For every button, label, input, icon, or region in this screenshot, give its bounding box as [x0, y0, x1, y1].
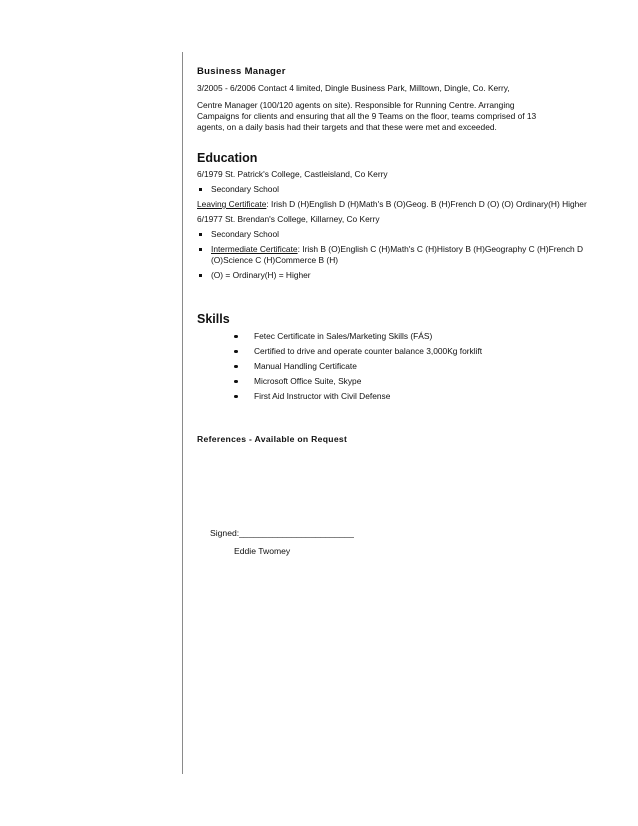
business-line: Campaigns for clients and ensuring that all the 9 Teams on the floor, teams comprised of 13 — [197, 111, 537, 121]
certificate-text: : Irish B (O)English C (H)Math's C (H)History B (H)Geography C (H)French D (O)Science C (H)Commerce B (H) — [211, 244, 584, 265]
list-item: (O) = Ordinary(H) = Higher — [197, 270, 592, 281]
list-item: Manual Handling Certificate — [233, 361, 592, 372]
skills-title: Skills — [197, 312, 230, 326]
certificate-line — [197, 244, 592, 266]
list-item: Fetec Certificate in Sales/Marketing Skills (FÁS) — [233, 331, 592, 342]
school-date-line: 6/1979 St. Patrick's College, Castleisland, Co Kerry — [197, 169, 388, 179]
business-line: 3/2005 - 6/2006 Contact 4 limited, Dingle Business Park, Milltown, Dingle, Co. Kerry, — [197, 83, 510, 93]
business-line: Centre Manager (100/120 agents on site). Responsible for Running Centre. Arranging — [197, 100, 515, 110]
school-date-line: 6/1977 St. Brendan's College, Killarney, Co Kerry — [197, 214, 380, 224]
education-section — [197, 151, 592, 281]
references-note: References - Available on Request — [197, 434, 348, 444]
list-item: Secondary School — [197, 184, 592, 195]
certificate-label: Leaving Certificate — [197, 199, 267, 209]
certificate-text: : Irish D (H)English D (H)Math's B (O)Geog. B (H)French D (O) (O) Ordinary(H) Higher — [266, 199, 587, 209]
signer-name: Eddie Twomey — [234, 546, 291, 556]
certificate-label: Intermediate Certificate — [211, 244, 298, 254]
list-item: Certified to drive and operate counter balance 3,000Kg forklift — [233, 346, 592, 357]
margin-rule — [182, 52, 183, 774]
list-item: Microsoft Office Suite, Skype — [233, 376, 592, 387]
business-line: agents, on a daily basis had their targets and that these were met and exceeded. — [197, 122, 497, 132]
skills-section — [197, 312, 592, 402]
education-title: Education — [197, 151, 258, 165]
certificate-line — [197, 199, 592, 210]
resume-document — [197, 66, 592, 557]
list-item: Secondary School — [197, 229, 592, 240]
list-item: First Aid Instructor with Civil Defense — [233, 391, 592, 402]
business-section — [197, 66, 592, 133]
business-title: Business Manager — [197, 66, 286, 77]
signature-line: Signed:________________________ — [210, 528, 354, 538]
